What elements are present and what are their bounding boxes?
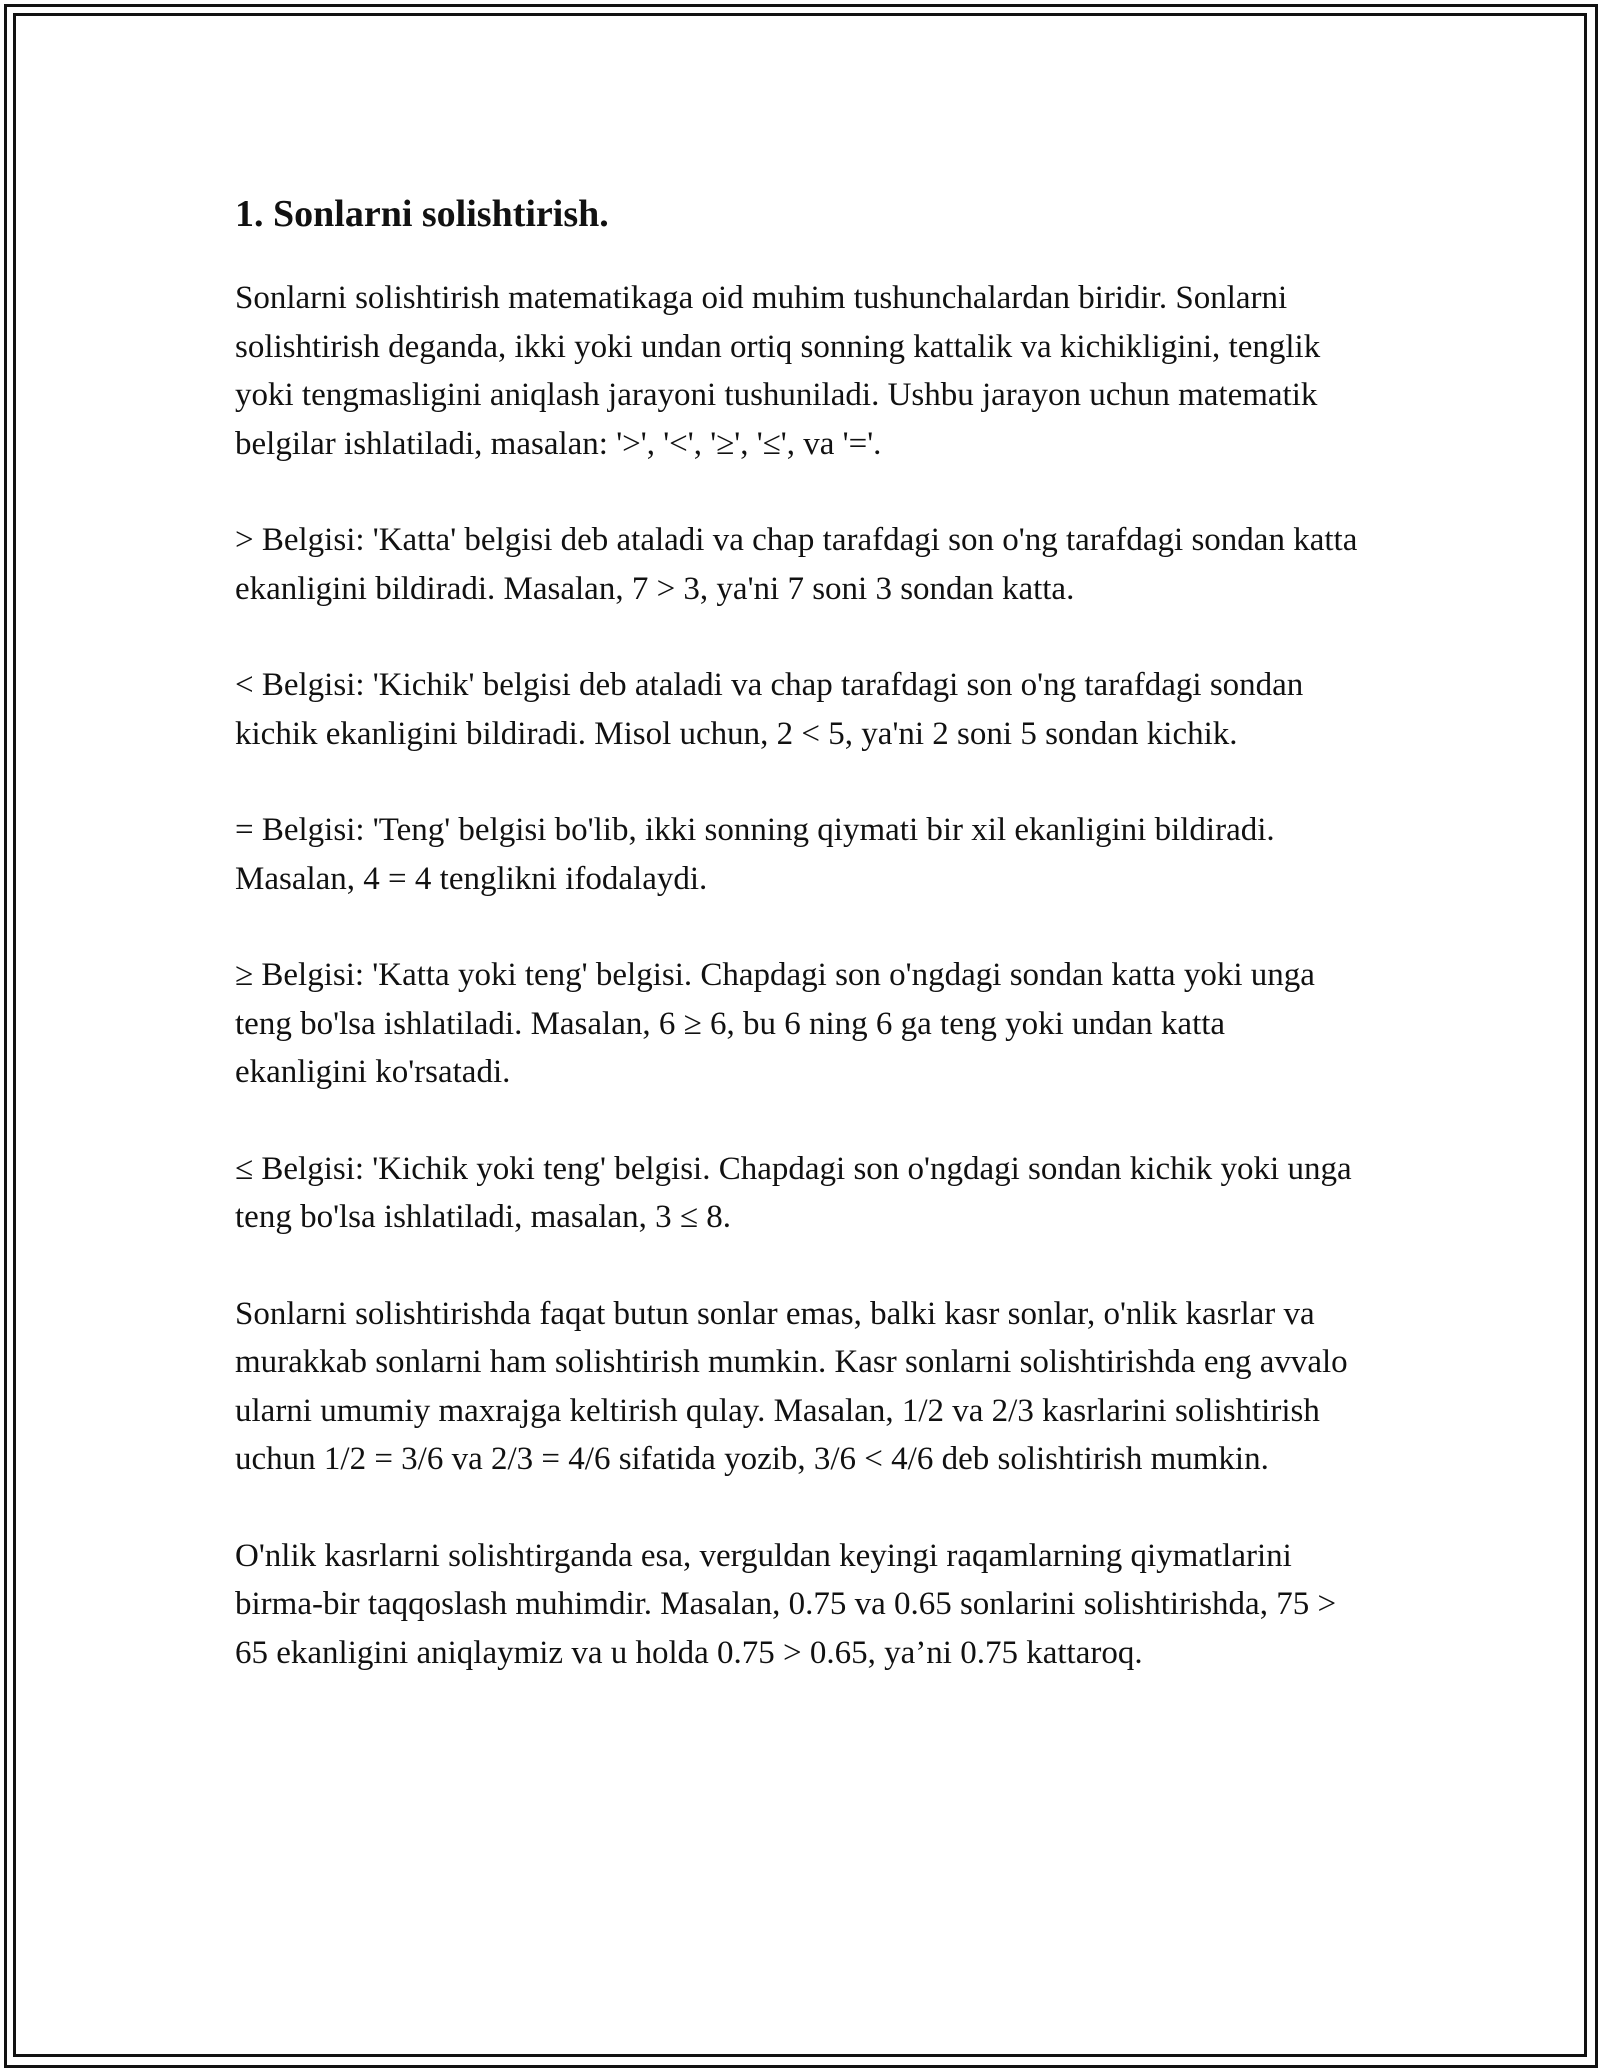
document-body: [235, 186, 1365, 1725]
greater-or-equal-paragraph: ≥ Belgisi: 'Katta yoki teng' belgisi. Chapdagi son o'ngdagi sondan katta yoki unga teng bo'lsa ishlatiladi. Masalan, 6 ≥ 6, bu 6 ning 6 ga teng yoki undan katta ekanligini ko'rsatadi.: [235, 957, 1315, 1090]
decimals-paragraph: O'nlik kasrlarni solishtirganda esa, verguldan keyingi raqamlarning qiymatlarini birma-bir taqqoslash muhimdir. Masalan, 0.75 va 0.65 sonlarini solishtirishda, 75 > 65 ekanligini aniqlaymiz va u holda 0.75 > 0.65, ya’ni 0.75 kattaroq.: [235, 1537, 1337, 1671]
less-or-equal-paragraph: ≤ Belgisi: 'Kichik yoki teng' belgisi. Chapdagi son o'ngdagi sondan kichik yoki unga teng bo'lsa ishlatiladi, masalan, 3 ≤ 8.: [235, 1150, 1352, 1235]
section-title: 1. Sonlarni solishtirish.: [235, 193, 609, 235]
less-than-paragraph: < Belgisi: 'Kichik' belgisi deb ataladi va chap tarafdagi son o'ng tarafdagi sondan kichik ekanligini bildiradi. Misol uchun, 2 < 5, ya'ni 2 soni 5 sondan kichik.: [235, 667, 1304, 752]
intro-paragraph: Sonlarni solishtirish matematikaga oid muhim tushunchalardan biridir. Sonlarni solishtirish deganda, ikki yoki undan ortiq sonning kattalik va kichikligini, tenglik yoki tengmasligini aniqlash jarayoni tushuniladi. Ushbu jarayon uchun matematik belgilar ishlatiladi, masalan: '>', '<', '≥', '≤', va '='.: [235, 280, 1321, 462]
equal-paragraph: = Belgisi: 'Teng' belgisi bo'lib, ikki sonning qiymati bir xil ekanligini bildiradi. Masalan, 4 = 4 tenglikni ifodalaydi.: [235, 812, 1275, 897]
fractions-paragraph: Sonlarni solishtirishda faqat butun sonlar emas, balki kasr sonlar, o'nlik kasrlar va murakkab sonlarni ham solishtirish mumkin. Kasr sonlarni solishtirishda eng avvalo ularni umumiy maxrajga keltirish qulay. Masalan, 1/2 va 2/3 kasrlarini solishtirish uchun 1/2 = 3/6 va 2/3 = 4/6 sifatida yozib, 3/6 < 4/6 deb solishtirish mumkin.: [235, 1295, 1348, 1477]
greater-than-paragraph: > Belgisi: 'Katta' belgisi deb ataladi va chap tarafdagi son o'ng tarafdagi sondan katta ekanligini bildiradi. Masalan, 7 > 3, ya'ni 7 soni 3 sondan katta.: [235, 522, 1358, 607]
